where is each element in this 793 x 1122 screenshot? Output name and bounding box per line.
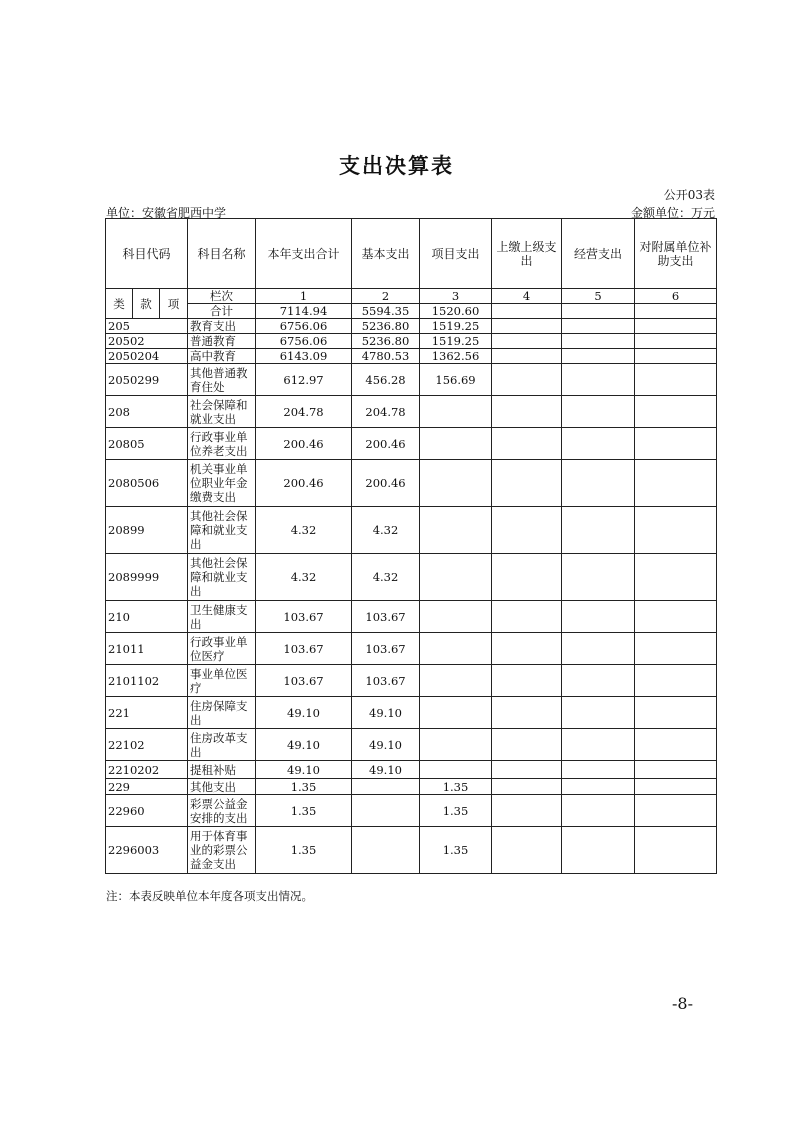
table-row (106, 665, 717, 697)
column-number-2: 2 (352, 289, 420, 304)
column-number-4: 4 (492, 289, 562, 304)
row-value-1: 103.67 (256, 665, 352, 697)
row-value-2: 49.10 (352, 761, 420, 779)
row-name: 教育支出 (188, 319, 256, 334)
row-code: 22102 (106, 729, 188, 761)
row-value-2 (352, 827, 420, 874)
row-value-3: 1.35 (420, 795, 492, 827)
table-row (106, 396, 717, 428)
row-value-2: 5236.80 (352, 334, 420, 349)
row-value-3: 1519.25 (420, 334, 492, 349)
row-name: 其他普通教育住处 (188, 364, 256, 396)
row-value-3 (420, 697, 492, 729)
row-value-3: 1362.56 (420, 349, 492, 364)
subheader-lei: 类 (106, 289, 133, 319)
expenditure-table (105, 218, 717, 874)
row-code: 21011 (106, 633, 188, 665)
row-value-1: 4.32 (256, 507, 352, 554)
row-code: 208 (106, 396, 188, 428)
row-name: 彩票公益金安排的支出 (188, 795, 256, 827)
table-row (106, 827, 717, 874)
row-value-2: 4780.53 (352, 349, 420, 364)
row-code: 22960 (106, 795, 188, 827)
row-code: 2210202 (106, 761, 188, 779)
row-value-2: 103.67 (352, 633, 420, 665)
column-number-1: 1 (256, 289, 352, 304)
row-value-1: 103.67 (256, 633, 352, 665)
column-number-5: 5 (562, 289, 635, 304)
subheader-xiang: 项 (160, 289, 188, 319)
table-row (106, 507, 717, 554)
header-col3: 项目支出 (420, 219, 492, 289)
row-code: 20805 (106, 428, 188, 460)
unit-label: 单位：安徽省肥西中学 (106, 206, 227, 220)
row-value-1: 1.35 (256, 827, 352, 874)
page-title: 支出决算表 (339, 154, 454, 178)
row-name: 其他社会保障和就业支出 (188, 554, 256, 601)
table-row (106, 428, 717, 460)
row-name: 高中教育 (188, 349, 256, 364)
row-value-2 (352, 779, 420, 795)
row-value-3 (420, 729, 492, 761)
table-row (106, 601, 717, 633)
total-value-1: 7114.94 (256, 304, 352, 319)
table-row (106, 795, 717, 827)
row-value-3 (420, 665, 492, 697)
row-code: 2050299 (106, 364, 188, 396)
row-value-1: 49.10 (256, 729, 352, 761)
row-value-3 (420, 507, 492, 554)
table-row (106, 334, 717, 349)
row-value-3 (420, 396, 492, 428)
row-name: 其他社会保障和就业支出 (188, 507, 256, 554)
header-col6: 对附属单位补助支出 (635, 219, 717, 289)
row-value-1: 1.35 (256, 779, 352, 795)
table-row (106, 364, 717, 396)
total-value-2: 5594.35 (352, 304, 420, 319)
total-label: 合计 (188, 304, 256, 319)
row-value-2: 456.28 (352, 364, 420, 396)
table-row (106, 697, 717, 729)
row-name: 住房改革支出 (188, 729, 256, 761)
column-number-3: 3 (420, 289, 492, 304)
total-value-3: 1520.60 (420, 304, 492, 319)
row-value-1: 200.46 (256, 428, 352, 460)
row-value-1: 204.78 (256, 396, 352, 428)
row-code: 210 (106, 601, 188, 633)
row-value-3 (420, 633, 492, 665)
header-col5: 经营支出 (562, 219, 635, 289)
row-value-2 (352, 795, 420, 827)
row-value-3 (420, 554, 492, 601)
row-value-3 (420, 460, 492, 507)
row-name: 行政事业单位养老支出 (188, 428, 256, 460)
row-value-2: 103.67 (352, 665, 420, 697)
header-col4: 上缴上级支出 (492, 219, 562, 289)
row-value-1: 6143.09 (256, 349, 352, 364)
total-row (106, 304, 717, 319)
row-name: 用于体育事业的彩票公益金支出 (188, 827, 256, 874)
subheader-kuan: 款 (133, 289, 160, 319)
table-row (106, 349, 717, 364)
row-name: 事业单位医疗 (188, 665, 256, 697)
table-row (106, 319, 717, 334)
header-code: 科目代码 (106, 219, 188, 289)
row-value-1: 612.97 (256, 364, 352, 396)
row-code: 229 (106, 779, 188, 795)
subheader-lanci: 栏次 (188, 289, 256, 304)
row-value-2: 200.46 (352, 460, 420, 507)
row-value-1: 200.46 (256, 460, 352, 507)
row-code: 20502 (106, 334, 188, 349)
amount-unit-label: 金额单位：万元 (630, 206, 715, 220)
row-value-2: 204.78 (352, 396, 420, 428)
row-code: 205 (106, 319, 188, 334)
table-row (106, 460, 717, 507)
subheader-row (106, 289, 717, 304)
row-value-3 (420, 601, 492, 633)
row-code: 2080506 (106, 460, 188, 507)
row-value-3: 1.35 (420, 779, 492, 795)
page-number: -8- (672, 994, 693, 1013)
table-row (106, 779, 717, 795)
row-value-1: 6756.06 (256, 334, 352, 349)
row-name: 提租补贴 (188, 761, 256, 779)
table-row (106, 729, 717, 761)
row-value-1: 49.10 (256, 697, 352, 729)
table-row (106, 633, 717, 665)
row-value-2: 200.46 (352, 428, 420, 460)
table-row (106, 554, 717, 601)
row-code: 2101102 (106, 665, 188, 697)
row-value-1: 103.67 (256, 601, 352, 633)
row-value-2: 4.32 (352, 554, 420, 601)
row-code: 20899 (106, 507, 188, 554)
row-code: 2050204 (106, 349, 188, 364)
row-value-1: 6756.06 (256, 319, 352, 334)
row-name: 普通教育 (188, 334, 256, 349)
row-name: 卫生健康支出 (188, 601, 256, 633)
row-value-1: 4.32 (256, 554, 352, 601)
row-value-2: 49.10 (352, 729, 420, 761)
row-value-2: 103.67 (352, 601, 420, 633)
row-code: 2296003 (106, 827, 188, 874)
form-number: 公开03表 (663, 188, 715, 202)
row-value-3: 1519.25 (420, 319, 492, 334)
row-code: 2089999 (106, 554, 188, 601)
header-row (106, 219, 717, 289)
header-col2: 基本支出 (352, 219, 420, 289)
row-value-1: 49.10 (256, 761, 352, 779)
row-value-2: 5236.80 (352, 319, 420, 334)
row-value-3 (420, 428, 492, 460)
row-value-2: 49.10 (352, 697, 420, 729)
row-value-1: 1.35 (256, 795, 352, 827)
row-name: 行政事业单位医疗 (188, 633, 256, 665)
row-value-2: 4.32 (352, 507, 420, 554)
row-value-3 (420, 761, 492, 779)
table-note: 注：本表反映单位本年度各项支出情况。 (106, 889, 313, 903)
header-name: 科目名称 (188, 219, 256, 289)
row-value-3: 156.69 (420, 364, 492, 396)
row-name: 机关事业单位职业年金缴费支出 (188, 460, 256, 507)
row-name: 社会保障和就业支出 (188, 396, 256, 428)
row-value-3: 1.35 (420, 827, 492, 874)
header-col1: 本年支出合计 (256, 219, 352, 289)
row-name: 住房保障支出 (188, 697, 256, 729)
table-row (106, 761, 717, 779)
column-number-6: 6 (635, 289, 717, 304)
row-name: 其他支出 (188, 779, 256, 795)
row-code: 221 (106, 697, 188, 729)
